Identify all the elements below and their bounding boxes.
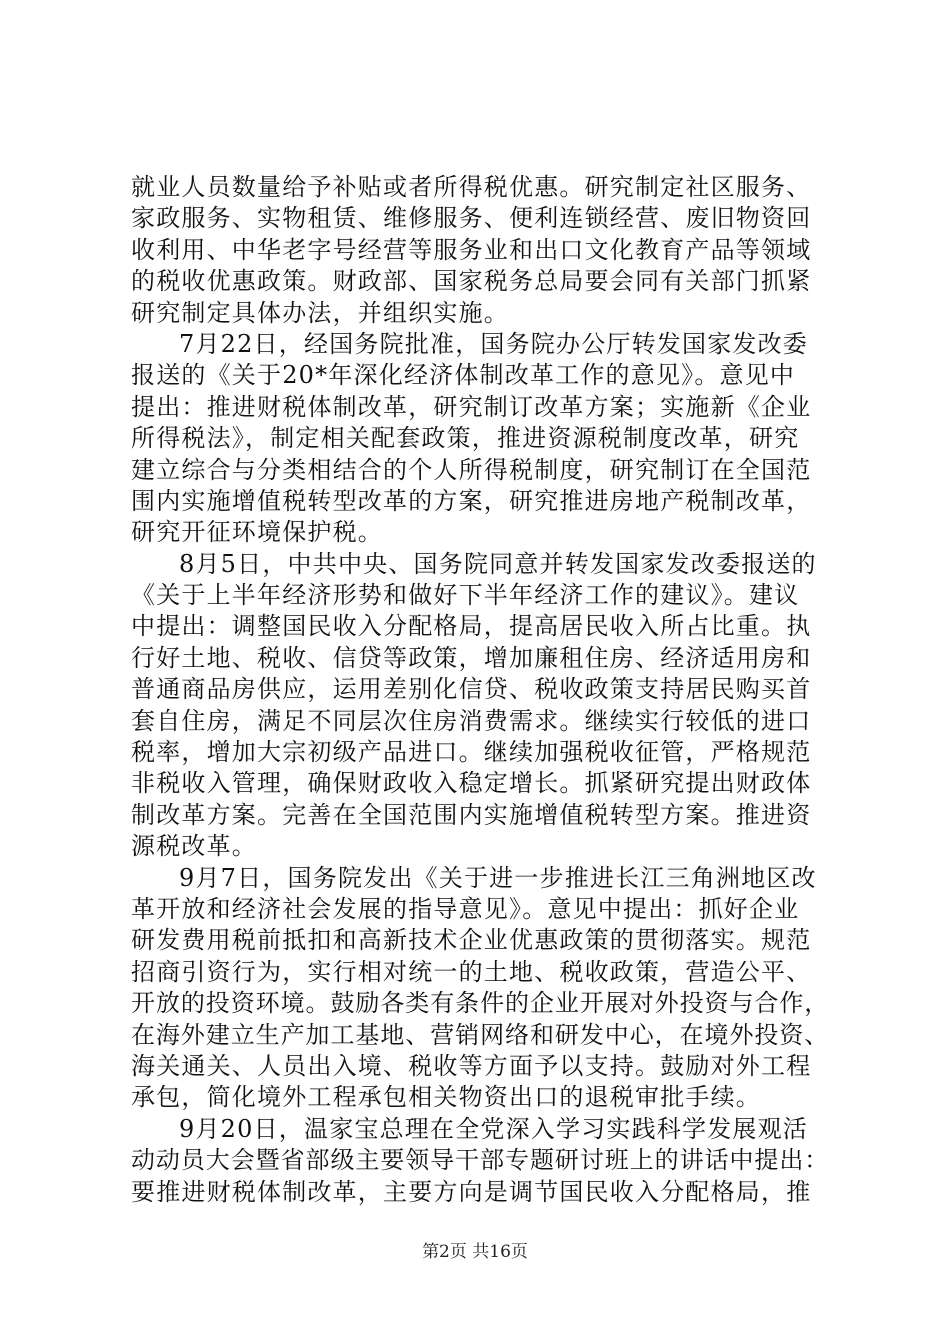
text-line: 的税收优惠政策。财政部、国家税务总局要会同有关部门抓紧 xyxy=(131,267,812,296)
text-line: 制改革方案。完善在全国范围内实施增值税转型方案。推进资 xyxy=(131,800,812,829)
text-line: 行好土地、税收、信贷等政策，增加廉租住房、经济适用房和 xyxy=(131,643,812,672)
text-line: 中提出：调整国民收入分配格局，提高居民收入所占比重。执 xyxy=(131,612,812,641)
text-line: 海关通关、人员出入境、税收等方面予以支持。鼓励对外工程 xyxy=(131,1051,812,1080)
text-line: 招商引资行为，实行相对统一的土地、税收政策，营造公平、 xyxy=(131,957,812,986)
text-line: 源税改革。 xyxy=(131,832,257,861)
text-line: 研究制定具体办法，并组织实施。 xyxy=(131,298,509,327)
text-line: 承包，简化境外工程承包相关物资出口的退税审批手续。 xyxy=(131,1083,761,1112)
text-line: 报送的《关于20*年深化经济体制改革工作的意见》。意见中 xyxy=(131,361,796,390)
page-footer: 第2页 共16页 xyxy=(422,1242,528,1262)
text-line: 革开放和经济社会发展的指导意见》。意见中提出：抓好企业 xyxy=(131,894,800,923)
text-line: 围内实施增值税转型改革的方案，研究推进房地产税制改革， xyxy=(131,486,812,515)
text-line: 就业人员数量给予补贴或者所得税优惠。研究制定社区服务、 xyxy=(131,173,812,201)
text-line: 普通商品房供应，运用差别化信贷、税收政策支持居民购买首 xyxy=(131,675,812,704)
text-line: 7月22日，经国务院批准，国务院办公厅转发国家发改委 xyxy=(179,329,809,358)
text-line: 9月7日，国务院发出《关于进一步推进长江三角洲地区改 xyxy=(179,863,817,892)
text-line: 研发费用税前抵扣和高新技术企业优惠政策的贯彻落实。规范 xyxy=(131,926,812,955)
text-line: 在海外建立生产加工基地、营销网络和研发中心，在境外投资、 xyxy=(131,1020,830,1049)
text-line: 建立综合与分类相结合的个人所得税制度，研究制订在全国范 xyxy=(131,455,812,484)
text-line: 《关于上半年经济形势和做好下半年经济工作的建议》。建议 xyxy=(131,581,800,610)
text-line: 8月5日，中共中央、国务院同意并转发国家发改委报送的 xyxy=(179,549,817,578)
text-line: 收利用、中华老字号经营等服务业和出口文化教育产品等领域 xyxy=(131,235,812,264)
text-line: 套自住房，满足不同层次住房消费需求。继续实行较低的进口 xyxy=(131,706,812,735)
text-line: 家政服务、实物租赁、维修服务、便利连锁经营、废旧物资回 xyxy=(131,204,812,233)
text-line: 提出：推进财税体制改革，研究制订改革方案；实施新《企业 xyxy=(131,392,812,421)
text-line: 9月20日，温家宝总理在全党深入学习实践科学发展观活 xyxy=(179,1114,809,1143)
text-line: 开放的投资环境。鼓励各类有条件的企业开展对外投资与合作， xyxy=(131,989,830,1018)
text-line: 税率，增加大宗初级产品进口。继续加强税收征管，严格规范 xyxy=(131,738,812,767)
text-line: 非税收入管理，确保财政收入稳定增长。抓紧研究提出财政体 xyxy=(131,769,812,798)
document-body xyxy=(131,172,831,1208)
text-line: 所得税法》，制定相关配套政策，推进资源税制度改革，研究 xyxy=(131,424,800,453)
text-line: 动动员大会暨省部级主要领导干部专题研讨班上的讲话中提出： xyxy=(131,1146,830,1175)
text-line: 要推进财税体制改革，主要方向是调节国民收入分配格局，推 xyxy=(131,1177,812,1206)
text-line: 研究开征环境保护税。 xyxy=(131,518,383,547)
